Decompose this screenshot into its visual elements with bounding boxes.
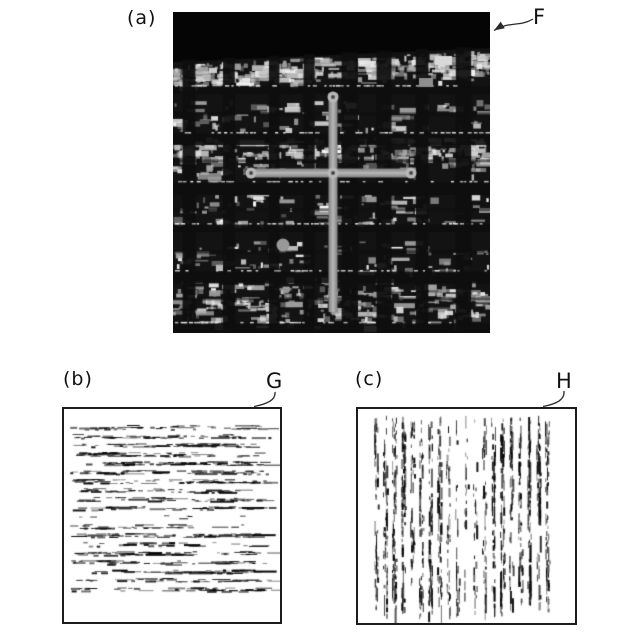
leader-arrow-f — [494, 19, 533, 31]
leader-line-g — [254, 392, 275, 407]
panel-c-image — [356, 407, 577, 625]
panel-c-label: (c) — [355, 368, 384, 390]
panel-a-label: (a) — [127, 7, 157, 29]
ref-label-g: G — [266, 369, 283, 393]
panel-b-image — [62, 407, 282, 624]
ref-label-f: F — [533, 5, 546, 29]
vertical-edges-canvas — [358, 409, 575, 623]
panel-a-photo — [173, 12, 490, 333]
panel-b-label: (b) — [63, 368, 93, 390]
horizontal-edges-canvas — [64, 409, 280, 622]
rebar-photo-canvas — [173, 12, 490, 333]
ref-label-h: H — [556, 369, 572, 393]
leader-line-h — [543, 391, 564, 407]
